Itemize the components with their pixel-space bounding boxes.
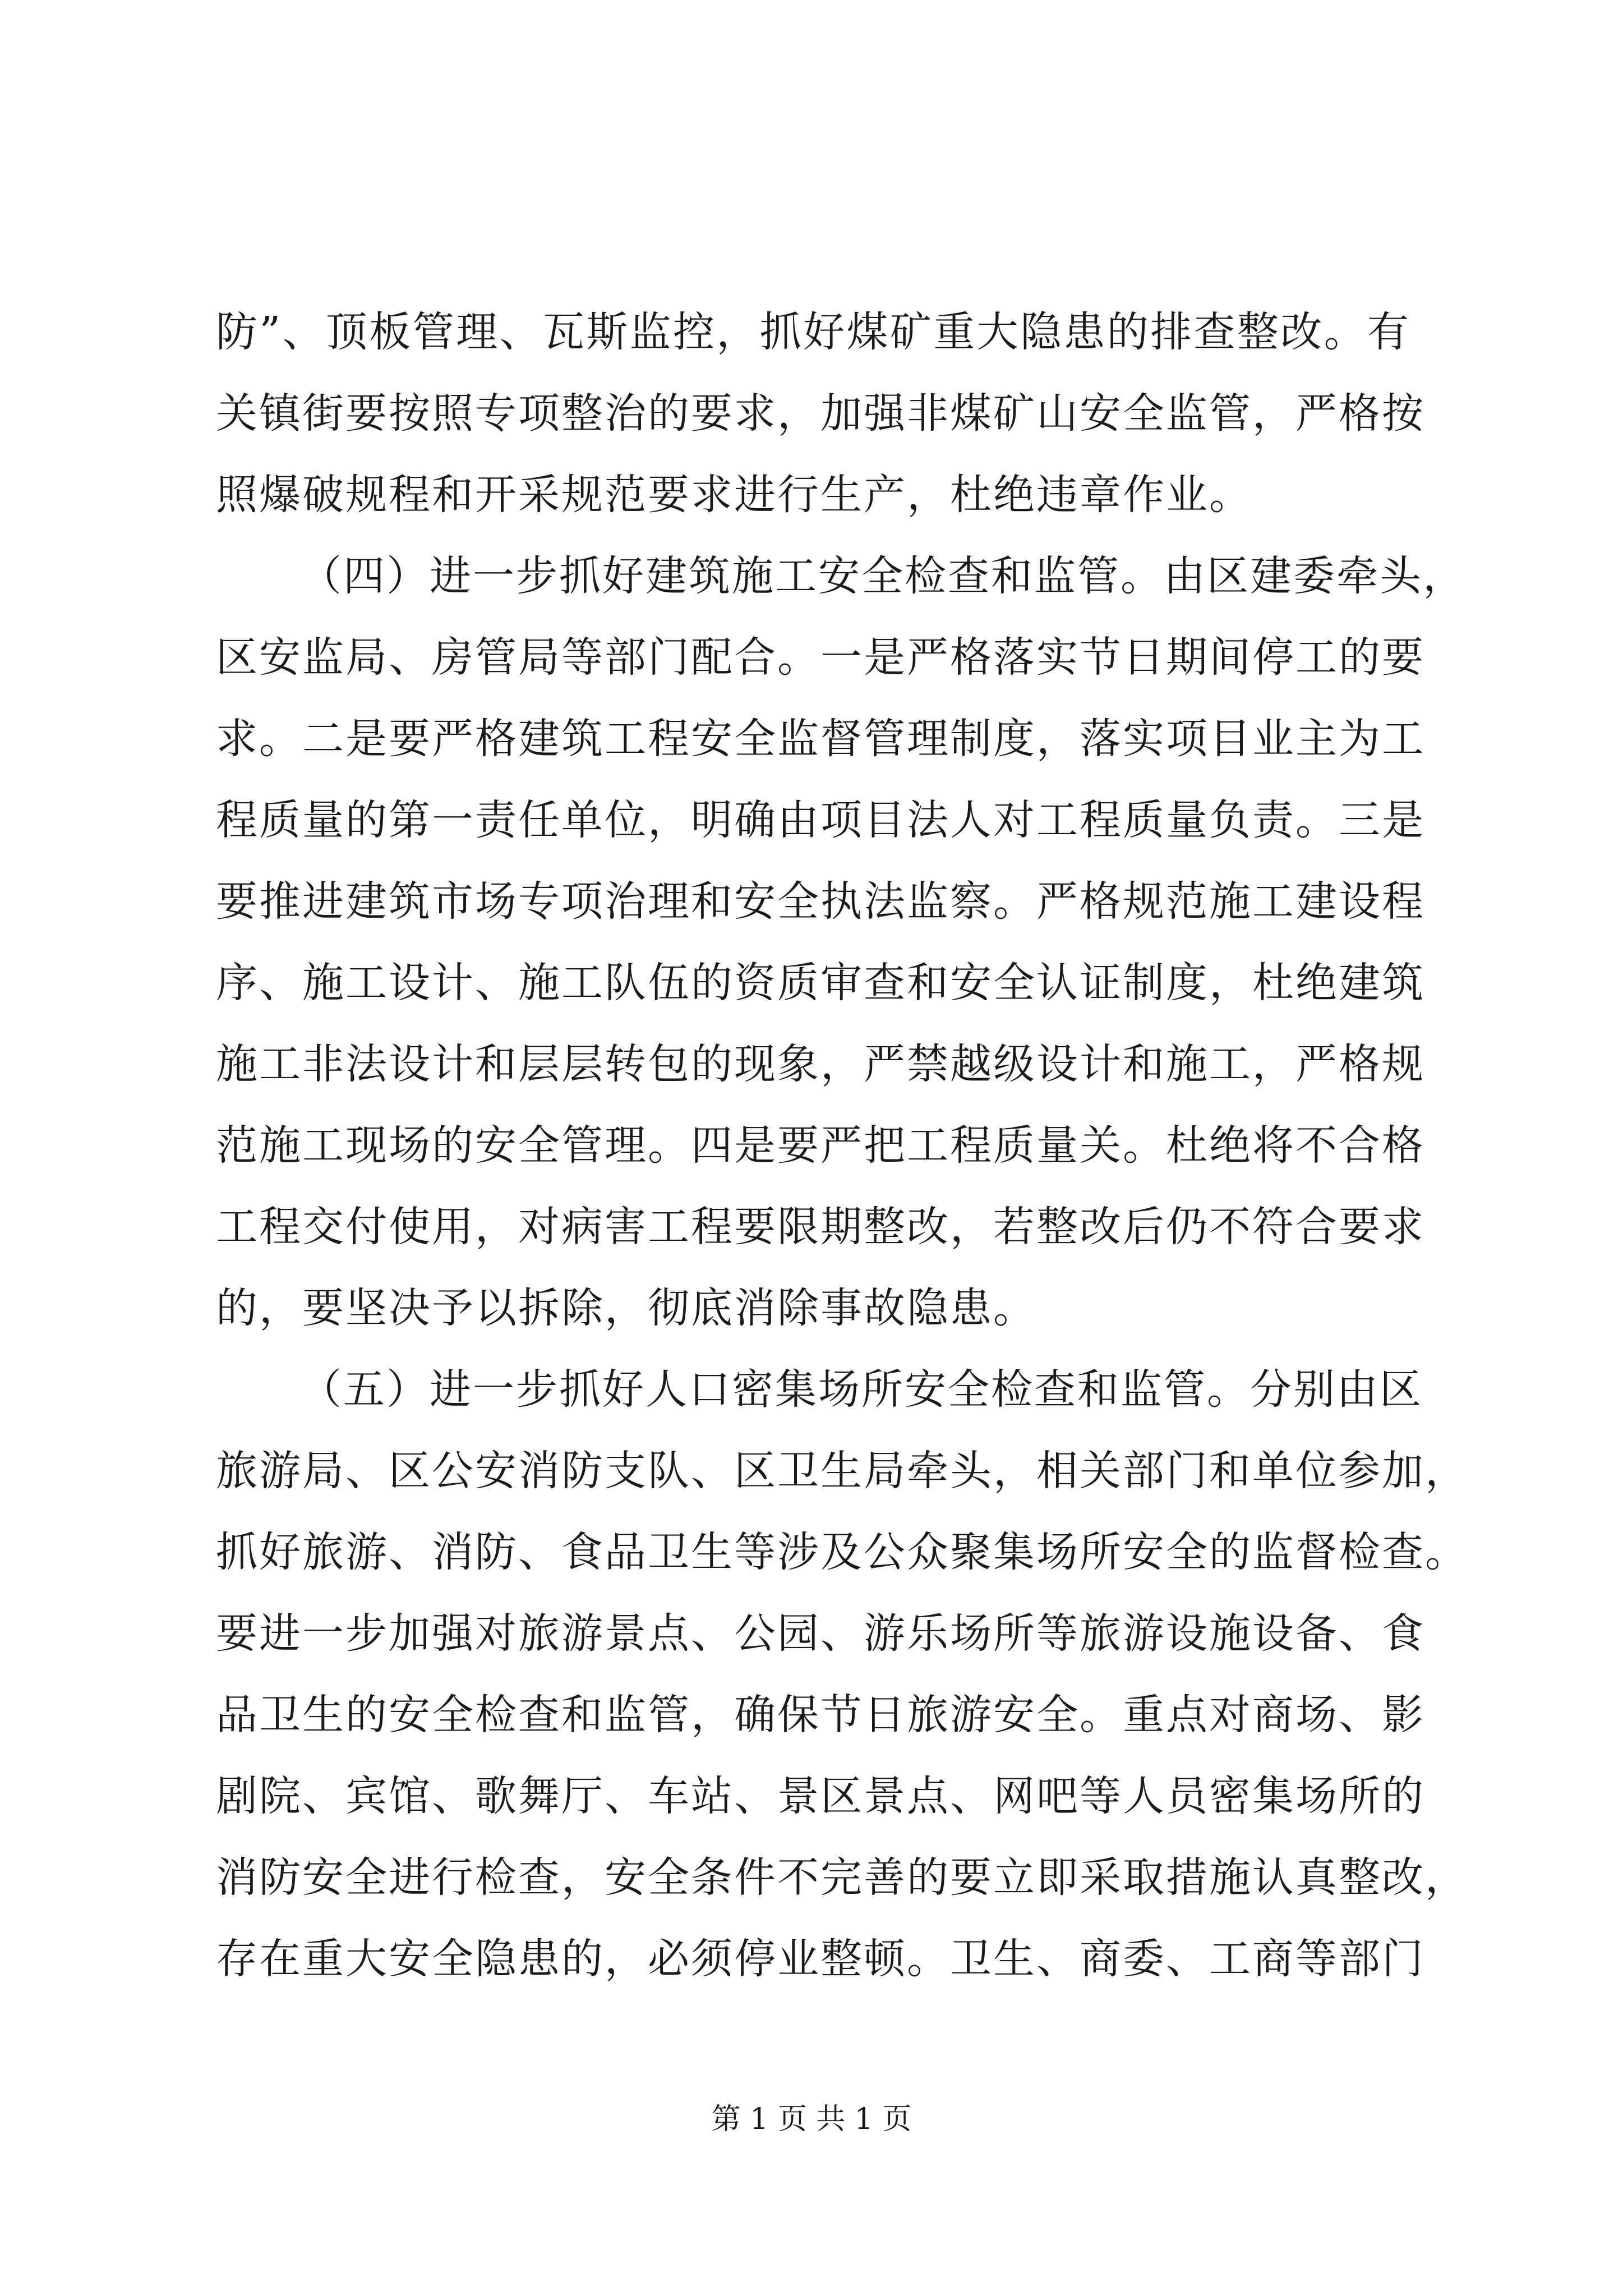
paragraph-5-heading-line: （五）进一步抓好人口密集场所安全检查和监管。分别由区: [300, 1365, 1423, 1414]
text-line: 旅游局、区公安消防支队、区卫生局牵头，相关部门和单位参加，: [216, 1447, 1468, 1495]
text-line: 抓好旅游、消防、食品卫生等涉及公众聚集场所安全的监督检查。: [216, 1528, 1468, 1576]
paragraph-4-heading-line: （四）进一步抓好建筑施工安全检查和监管。由区建委牵头，: [300, 552, 1466, 600]
text-line: 范施工现场的安全管理。四是要严把工程质量关。杜绝将不合格: [216, 1121, 1425, 1170]
text-line: 求。二是要严格建筑工程安全监督管理制度，落实项目业主为工: [216, 715, 1425, 763]
text-line: 剧院、宾馆、歌舞厅、车站、景区景点、网吧等人员密集场所的: [216, 1772, 1425, 1820]
text-line: 施工非法设计和层层转包的现象，严禁越级设计和施工，严格规: [216, 1040, 1425, 1088]
text-line: 防”、顶板管理、瓦斯监控，抓好煤矿重大隐患的排查整改。有: [216, 308, 1410, 356]
text-line: 工程交付使用，对病害工程要限期整改，若整改后仍不符合要求: [216, 1203, 1425, 1251]
text-line: 消防安全进行检查，安全条件不完善的要立即采取措施认真整改，: [216, 1853, 1468, 1902]
text-line: 照爆破规程和开采规范要求进行生产，杜绝违章作业。: [216, 471, 1252, 519]
text-line: 品卫生的安全检查和监管，确保节日旅游安全。重点对商场、影: [216, 1691, 1425, 1739]
text-line: 要进一步加强对旅游景点、公园、游乐场所等旅游设施设备、食: [216, 1609, 1425, 1658]
text-line: 序、施工设计、施工队伍的资质审查和安全认证制度，杜绝建筑: [216, 959, 1425, 1007]
text-line: 存在重大安全隐患的，必须停业整顿。卫生、商委、工商等部门: [216, 1935, 1425, 1983]
body-text: [216, 292, 1468, 2000]
page-footer: 第 1 页 共 1 页: [711, 2102, 912, 2136]
text-line: 区安监局、房管局等部门配合。一是严格落实节日期间停工的要: [216, 633, 1425, 682]
text-line: 要推进建筑市场专项治理和安全执法监察。严格规范施工建设程: [216, 877, 1425, 926]
text-line: 关镇街要按照专项整治的要求，加强非煤矿山安全监管，严格按: [216, 389, 1425, 438]
text-line: 的，要坚决予以拆除，彻底消除事故隐患。: [216, 1284, 1036, 1332]
text-line: 程质量的第一责任单位，明确由项目法人对工程质量负责。三是: [216, 796, 1425, 844]
